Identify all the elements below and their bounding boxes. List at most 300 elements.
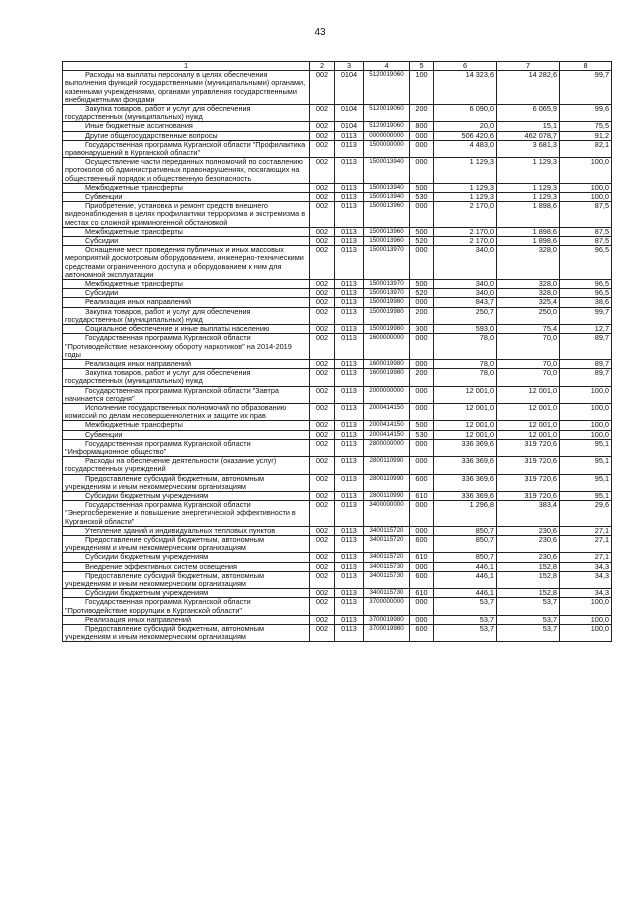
- approved-amount: 53,7: [434, 625, 497, 642]
- expense-type-code: 600: [410, 474, 434, 491]
- table-row: [63, 140, 612, 157]
- row-description: Предоставление субсидий бюджетным, автономным учреждениям и иным некоммерческим организациям: [63, 571, 310, 588]
- expense-type-code: 610: [410, 553, 434, 562]
- section-code: 0113: [335, 403, 364, 420]
- target-article-code: 3400000000: [364, 501, 410, 527]
- executed-amount: 15,1: [497, 122, 560, 131]
- execution-percent: 95,1: [560, 474, 612, 491]
- row-description: Субсидии: [63, 237, 310, 246]
- ministry-code: 002: [310, 158, 335, 184]
- section-code: 0113: [335, 289, 364, 298]
- column-number: 2: [310, 62, 335, 71]
- expense-type-code: 000: [410, 439, 434, 456]
- approved-amount: 1 129,3: [434, 183, 497, 192]
- ministry-code: 002: [310, 105, 335, 122]
- approved-amount: 336 369,6: [434, 457, 497, 474]
- table-row: [63, 298, 612, 307]
- execution-percent: 27,1: [560, 526, 612, 535]
- execution-percent: 27,1: [560, 553, 612, 562]
- approved-amount: 1 296,8: [434, 501, 497, 527]
- execution-percent: 38,6: [560, 298, 612, 307]
- target-article-code: 1600019980: [364, 369, 410, 386]
- table-row: [63, 562, 612, 571]
- row-description: Реализация иных направлений: [63, 615, 310, 624]
- target-article-code: 2800110990: [364, 457, 410, 474]
- execution-percent: 99,7: [560, 307, 612, 324]
- table-row: [63, 430, 612, 439]
- execution-percent: 89,7: [560, 359, 612, 368]
- ministry-code: 002: [310, 334, 335, 360]
- execution-percent: 95,1: [560, 439, 612, 456]
- target-article-code: 3400115730: [364, 571, 410, 588]
- execution-percent: 100,0: [560, 598, 612, 615]
- target-article-code: 3700019980: [364, 625, 410, 642]
- executed-amount: 230,6: [497, 553, 560, 562]
- table-body: [63, 62, 612, 642]
- ministry-code: 002: [310, 227, 335, 236]
- table-row: [63, 193, 612, 202]
- target-article-code: 1500013960: [364, 202, 410, 228]
- row-description: Государственная программа Курганской области "Противодействие незаконному обороту наркотиков" на 2014-2019 годы: [63, 334, 310, 360]
- expense-type-code: 610: [410, 589, 434, 598]
- table-row: [63, 501, 612, 527]
- table-row: [63, 289, 612, 298]
- approved-amount: 843,7: [434, 298, 497, 307]
- approved-amount: 2 170,0: [434, 227, 497, 236]
- expense-type-code: 200: [410, 307, 434, 324]
- section-code: 0113: [335, 589, 364, 598]
- row-description: Межбюджетные трансферты: [63, 280, 310, 289]
- section-code: 0104: [335, 71, 364, 105]
- ministry-code: 002: [310, 403, 335, 420]
- table-row: [63, 158, 612, 184]
- expense-type-code: 000: [410, 403, 434, 420]
- approved-amount: 20,0: [434, 122, 497, 131]
- expense-type-code: 500: [410, 227, 434, 236]
- approved-amount: 336 369,6: [434, 439, 497, 456]
- approved-amount: 336 369,6: [434, 474, 497, 491]
- execution-percent: 96,5: [560, 289, 612, 298]
- row-description: Предоставление субсидий бюджетным, автономным учреждениям и иным некоммерческим организациям: [63, 625, 310, 642]
- section-code: 0113: [335, 280, 364, 289]
- target-article-code: 2800000000: [364, 439, 410, 456]
- expense-type-code: 000: [410, 298, 434, 307]
- execution-percent: 29,6: [560, 501, 612, 527]
- budget-execution-table: [62, 61, 612, 642]
- target-article-code: 5120019060: [364, 71, 410, 105]
- row-description: Субсидии бюджетным учреждениям: [63, 589, 310, 598]
- section-code: 0113: [335, 140, 364, 157]
- section-code: 0113: [335, 501, 364, 527]
- expense-type-code: 610: [410, 491, 434, 500]
- target-article-code: 3700019980: [364, 615, 410, 624]
- executed-amount: 53,7: [497, 598, 560, 615]
- execution-percent: 82,1: [560, 140, 612, 157]
- row-description: Субсидии бюджетным учреждениям: [63, 553, 310, 562]
- column-number: 7: [497, 62, 560, 71]
- page-number: 43: [314, 27, 326, 38]
- ministry-code: 002: [310, 140, 335, 157]
- expense-type-code: 000: [410, 359, 434, 368]
- table-row: [63, 369, 612, 386]
- target-article-code: 1600000000: [364, 334, 410, 360]
- approved-amount: 53,7: [434, 598, 497, 615]
- executed-amount: 152,8: [497, 589, 560, 598]
- row-description: Оснащение мест проведения публичных и иных массовых мероприятий досмотровым оборудованием, инженерно-техническими средствами ограниченного доступа и оборудованием к ним для автономной эксплуатации: [63, 246, 310, 280]
- expense-type-code: 520: [410, 237, 434, 246]
- ministry-code: 002: [310, 421, 335, 430]
- approved-amount: 850,7: [434, 535, 497, 552]
- ministry-code: 002: [310, 526, 335, 535]
- row-description: Расходы на обеспечение деятельности (оказание услуг) государственных учреждений: [63, 457, 310, 474]
- expense-type-code: 300: [410, 325, 434, 334]
- target-article-code: 3400115730: [364, 562, 410, 571]
- expense-type-code: 000: [410, 501, 434, 527]
- approved-amount: 6 090,0: [434, 105, 497, 122]
- execution-percent: 100,0: [560, 430, 612, 439]
- ministry-code: 002: [310, 571, 335, 588]
- section-code: 0113: [335, 246, 364, 280]
- target-article-code: 1500019980: [364, 307, 410, 324]
- row-description: Предоставление субсидий бюджетным, автономным учреждениям и иным некоммерческим организациям: [63, 474, 310, 491]
- table-row: [63, 359, 612, 368]
- executed-amount: 12 001,0: [497, 386, 560, 403]
- ministry-code: 002: [310, 71, 335, 105]
- column-number: 8: [560, 62, 612, 71]
- ministry-code: 002: [310, 193, 335, 202]
- expense-type-code: 000: [410, 615, 434, 624]
- table-row: [63, 526, 612, 535]
- executed-amount: 319 720,6: [497, 439, 560, 456]
- execution-percent: 96,5: [560, 246, 612, 280]
- approved-amount: 78,0: [434, 334, 497, 360]
- ministry-code: 002: [310, 386, 335, 403]
- target-article-code: 1500019980: [364, 298, 410, 307]
- execution-percent: 95,1: [560, 491, 612, 500]
- approved-amount: 78,0: [434, 369, 497, 386]
- executed-amount: 1 898,6: [497, 227, 560, 236]
- table-row: [63, 307, 612, 324]
- approved-amount: 2 170,0: [434, 237, 497, 246]
- executed-amount: 1 129,3: [497, 158, 560, 184]
- execution-percent: 100,0: [560, 386, 612, 403]
- approved-amount: 850,7: [434, 553, 497, 562]
- target-article-code: 0000000000: [364, 131, 410, 140]
- row-description: Межбюджетные трансферты: [63, 183, 310, 192]
- target-article-code: 3400115730: [364, 589, 410, 598]
- row-description: Закупка товаров, работ и услуг для обеспечения государственных (муниципальных) нужд: [63, 307, 310, 324]
- ministry-code: 002: [310, 598, 335, 615]
- section-code: 0113: [335, 615, 364, 624]
- target-article-code: 2800110990: [364, 491, 410, 500]
- executed-amount: 1 129,3: [497, 193, 560, 202]
- expense-type-code: 500: [410, 183, 434, 192]
- executed-amount: 383,4: [497, 501, 560, 527]
- section-code: 0113: [335, 598, 364, 615]
- executed-amount: 152,8: [497, 571, 560, 588]
- section-code: 0113: [335, 298, 364, 307]
- target-article-code: 3400115720: [364, 535, 410, 552]
- table-row: [63, 589, 612, 598]
- expense-type-code: 000: [410, 386, 434, 403]
- executed-amount: 325,4: [497, 298, 560, 307]
- column-number: 6: [434, 62, 497, 71]
- approved-amount: 446,1: [434, 589, 497, 598]
- section-code: 0113: [335, 359, 364, 368]
- approved-amount: 593,0: [434, 325, 497, 334]
- expense-type-code: 000: [410, 457, 434, 474]
- row-description: Субсидии бюджетным учреждениям: [63, 491, 310, 500]
- table-row: [63, 535, 612, 552]
- table-row: [63, 131, 612, 140]
- section-code: 0113: [335, 491, 364, 500]
- execution-percent: 34,3: [560, 562, 612, 571]
- expense-type-code: 000: [410, 131, 434, 140]
- table-row: [63, 105, 612, 122]
- ministry-code: 002: [310, 289, 335, 298]
- ministry-code: 002: [310, 298, 335, 307]
- ministry-code: 002: [310, 501, 335, 527]
- executed-amount: 328,0: [497, 289, 560, 298]
- row-description: Предоставление субсидий бюджетным, автономным учреждениям и иным некоммерческим организациям: [63, 535, 310, 552]
- ministry-code: 002: [310, 430, 335, 439]
- row-description: Приобретение, установка и ремонт средств внешнего видеонаблюдения в целях профилактики терроризма и экстремизма в местах со сложной криминогенной обстановкой: [63, 202, 310, 228]
- execution-percent: 12,7: [560, 325, 612, 334]
- ministry-code: 002: [310, 307, 335, 324]
- executed-amount: 328,0: [497, 280, 560, 289]
- row-description: Государственная программа Курганской области "Завтра начинается сегодня": [63, 386, 310, 403]
- approved-amount: 336 369,6: [434, 491, 497, 500]
- table-row: [63, 457, 612, 474]
- execution-percent: 100,0: [560, 403, 612, 420]
- row-description: Исполнение государственных полномочий по образованию комиссий по делам несовершеннолетних и защите их прав: [63, 403, 310, 420]
- section-code: 0113: [335, 158, 364, 184]
- target-article-code: 3400115720: [364, 553, 410, 562]
- column-number-row: [63, 62, 612, 71]
- section-code: 0113: [335, 227, 364, 236]
- ministry-code: 002: [310, 589, 335, 598]
- ministry-code: 002: [310, 325, 335, 334]
- approved-amount: 506 420,6: [434, 131, 497, 140]
- expense-type-code: 500: [410, 280, 434, 289]
- approved-amount: 12 001,0: [434, 421, 497, 430]
- approved-amount: 850,7: [434, 526, 497, 535]
- ministry-code: 002: [310, 625, 335, 642]
- executed-amount: 230,6: [497, 535, 560, 552]
- approved-amount: 78,0: [434, 359, 497, 368]
- target-article-code: 1500013940: [364, 183, 410, 192]
- ministry-code: 002: [310, 131, 335, 140]
- execution-percent: 89,7: [560, 334, 612, 360]
- approved-amount: 446,1: [434, 571, 497, 588]
- executed-amount: 70,0: [497, 334, 560, 360]
- execution-percent: 89,7: [560, 369, 612, 386]
- executed-amount: 250,0: [497, 307, 560, 324]
- expense-type-code: 530: [410, 430, 434, 439]
- executed-amount: 319 720,6: [497, 457, 560, 474]
- row-description: Расходы на выплаты персоналу в целях обеспечения выполнения функций государственными (муниципальными) органами, казенными учреждениями, органами управления государственными внебюджетными фондами: [63, 71, 310, 105]
- table-row: [63, 183, 612, 192]
- section-code: 0104: [335, 105, 364, 122]
- target-article-code: 2000000000: [364, 386, 410, 403]
- section-code: 0113: [335, 183, 364, 192]
- target-article-code: 1500013970: [364, 280, 410, 289]
- target-article-code: 2000414150: [364, 421, 410, 430]
- execution-percent: 34,3: [560, 571, 612, 588]
- executed-amount: 328,0: [497, 246, 560, 280]
- executed-amount: 462 078,7: [497, 131, 560, 140]
- row-description: Другие общегосударственные вопросы: [63, 131, 310, 140]
- table-row: [63, 491, 612, 500]
- column-number: 5: [410, 62, 434, 71]
- row-description: Субсидии: [63, 289, 310, 298]
- section-code: 0113: [335, 369, 364, 386]
- row-description: Закупка товаров, работ и услуг для обеспечения государственных (муниципальных) нужд: [63, 369, 310, 386]
- column-number: 1: [63, 62, 310, 71]
- row-description: Межбюджетные трансферты: [63, 227, 310, 236]
- expense-type-code: 000: [410, 598, 434, 615]
- row-description: Государственная программа Курганской области "Противодействие коррупции в Курганской области": [63, 598, 310, 615]
- section-code: 0113: [335, 421, 364, 430]
- section-code: 0113: [335, 131, 364, 140]
- executed-amount: 12 001,0: [497, 430, 560, 439]
- execution-percent: 87,5: [560, 202, 612, 228]
- section-code: 0113: [335, 386, 364, 403]
- ministry-code: 002: [310, 359, 335, 368]
- section-code: 0113: [335, 553, 364, 562]
- execution-percent: 96,5: [560, 280, 612, 289]
- row-description: Внедрение эффективных систем освещения: [63, 562, 310, 571]
- ministry-code: 002: [310, 474, 335, 491]
- execution-percent: 87,5: [560, 237, 612, 246]
- table-row: [63, 625, 612, 642]
- section-code: 0113: [335, 202, 364, 228]
- approved-amount: 12 001,0: [434, 386, 497, 403]
- table-row: [63, 386, 612, 403]
- ministry-code: 002: [310, 369, 335, 386]
- ministry-code: 002: [310, 202, 335, 228]
- target-article-code: 2000414150: [364, 403, 410, 420]
- target-article-code: 3700000000: [364, 598, 410, 615]
- target-article-code: 3400115720: [364, 526, 410, 535]
- target-article-code: 1500013940: [364, 193, 410, 202]
- row-description: Закупка товаров, работ и услуг для обеспечения государственных (муниципальных) нужд: [63, 105, 310, 122]
- execution-percent: 99,6: [560, 105, 612, 122]
- execution-percent: 100,0: [560, 615, 612, 624]
- execution-percent: 27,1: [560, 535, 612, 552]
- section-code: 0113: [335, 562, 364, 571]
- target-article-code: 1500019980: [364, 325, 410, 334]
- approved-amount: 446,1: [434, 562, 497, 571]
- row-description: Субвенции: [63, 193, 310, 202]
- section-code: 0113: [335, 193, 364, 202]
- execution-percent: 99,7: [560, 71, 612, 105]
- ministry-code: 002: [310, 183, 335, 192]
- row-description: Утепление зданий и индивидуальных тепловых пунктов: [63, 526, 310, 535]
- executed-amount: 319 720,6: [497, 474, 560, 491]
- table-row: [63, 71, 612, 105]
- approved-amount: 4 483,0: [434, 140, 497, 157]
- approved-amount: 1 129,3: [434, 158, 497, 184]
- section-code: 0113: [335, 457, 364, 474]
- row-description: Реализация иных направлений: [63, 298, 310, 307]
- executed-amount: 3 681,3: [497, 140, 560, 157]
- row-description: Социальное обеспечение и иные выплаты населению: [63, 325, 310, 334]
- section-code: 0113: [335, 571, 364, 588]
- table-row: [63, 571, 612, 588]
- section-code: 0113: [335, 334, 364, 360]
- ministry-code: 002: [310, 562, 335, 571]
- section-code: 0104: [335, 122, 364, 131]
- ministry-code: 002: [310, 280, 335, 289]
- execution-percent: 100,0: [560, 183, 612, 192]
- expense-type-code: 000: [410, 158, 434, 184]
- approved-amount: 53,7: [434, 615, 497, 624]
- ministry-code: 002: [310, 122, 335, 131]
- table-row: [63, 202, 612, 228]
- ministry-code: 002: [310, 439, 335, 456]
- row-description: Осуществление части переданных полномочий по составлению протоколов об административных правонарушениях, посягающих на общественный порядок и общественную безопасность: [63, 158, 310, 184]
- executed-amount: 12 001,0: [497, 403, 560, 420]
- expense-type-code: 000: [410, 334, 434, 360]
- table-row: [63, 227, 612, 236]
- row-description: Государственная программа Курганской области "Энергосбережение и повышение энергетической эффективности в Курганской области": [63, 501, 310, 527]
- row-description: Реализация иных направлений: [63, 359, 310, 368]
- table-row: [63, 615, 612, 624]
- approved-amount: 340,0: [434, 246, 497, 280]
- table-row: [63, 122, 612, 131]
- target-article-code: 2800110990: [364, 474, 410, 491]
- expense-type-code: 000: [410, 526, 434, 535]
- executed-amount: 1 129,3: [497, 183, 560, 192]
- executed-amount: 53,7: [497, 625, 560, 642]
- column-number: 4: [364, 62, 410, 71]
- section-code: 0113: [335, 439, 364, 456]
- executed-amount: 14 282,6: [497, 71, 560, 105]
- table-row: [63, 280, 612, 289]
- approved-amount: 14 323,6: [434, 71, 497, 105]
- execution-percent: 91,2: [560, 131, 612, 140]
- row-description: Межбюджетные трансферты: [63, 421, 310, 430]
- ministry-code: 002: [310, 615, 335, 624]
- section-code: 0113: [335, 307, 364, 324]
- table-row: [63, 439, 612, 456]
- expense-type-code: 500: [410, 421, 434, 430]
- executed-amount: 152,8: [497, 562, 560, 571]
- target-article-code: 1500013940: [364, 158, 410, 184]
- executed-amount: 1 898,6: [497, 237, 560, 246]
- row-description: Государственная программа Курганской области "Информационное общество": [63, 439, 310, 456]
- execution-percent: 100,0: [560, 421, 612, 430]
- expense-type-code: 000: [410, 562, 434, 571]
- expense-type-code: 600: [410, 571, 434, 588]
- execution-percent: 87,5: [560, 227, 612, 236]
- executed-amount: 70,0: [497, 369, 560, 386]
- executed-amount: 319 720,6: [497, 491, 560, 500]
- target-article-code: 5120019060: [364, 105, 410, 122]
- expense-type-code: 520: [410, 289, 434, 298]
- executed-amount: 6 065,9: [497, 105, 560, 122]
- table-row: [63, 403, 612, 420]
- execution-percent: 75,5: [560, 122, 612, 131]
- expense-type-code: 800: [410, 122, 434, 131]
- executed-amount: 70,0: [497, 359, 560, 368]
- approved-amount: 2 170,0: [434, 202, 497, 228]
- executed-amount: 1 898,6: [497, 202, 560, 228]
- target-article-code: 1500013970: [364, 246, 410, 280]
- target-article-code: 1500013970: [364, 289, 410, 298]
- expense-type-code: 200: [410, 369, 434, 386]
